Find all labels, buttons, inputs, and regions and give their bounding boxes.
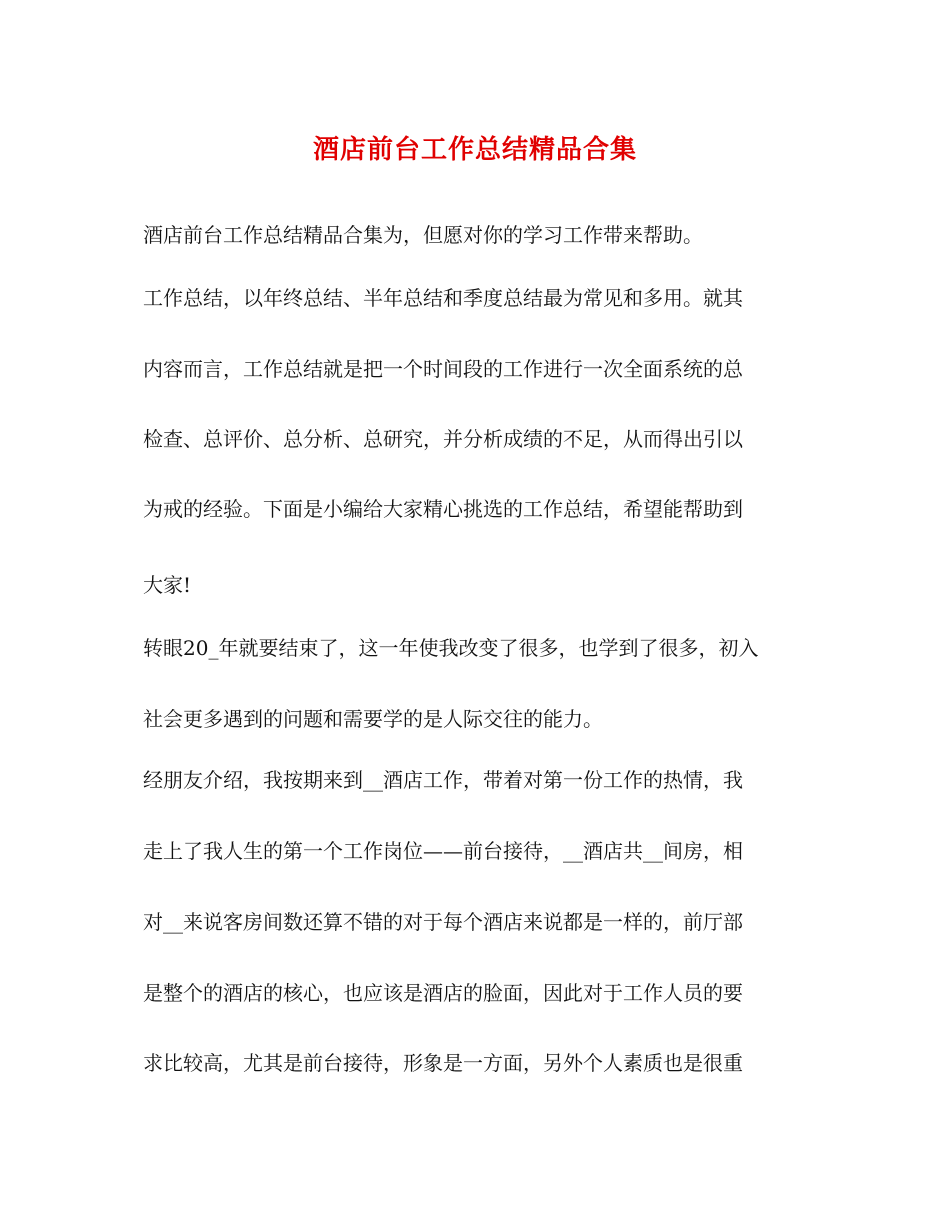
paragraph-line: 求比较高，尤其是前台接待，形象是一方面，另外个人素质也是很重 — [143, 1051, 743, 1075]
paragraph-line: 酒店前台工作总结精品合集为，但愿对你的学习工作带来帮助。 — [143, 223, 703, 247]
paragraph-line: 为戒的经验。下面是小编给大家精心挑选的工作总结，希望能帮助到 — [143, 497, 743, 521]
paragraph-line: 转眼20_年就要结束了，这一年使我改变了很多，也学到了很多，初入 — [143, 636, 759, 660]
paragraph-line: 对__来说客房间数还算不错的对于每个酒店来说都是一样的，前厅部 — [143, 910, 743, 934]
document-title: 酒店前台工作总结精品合集 — [312, 135, 637, 165]
paragraph-line: 工作总结，以年终总结、半年总结和季度总结最为常见和多用。就其 — [143, 286, 743, 310]
paragraph-line: 内容而言，工作总结就是把一个时间段的工作进行一次全面系统的总 — [143, 357, 743, 381]
paragraph-line: 走上了我人生的第一个工作岗位——前台接待，__酒店共__间房，相 — [143, 839, 743, 863]
paragraph-line: 社会更多遇到的问题和需要学的是人际交往的能力。 — [143, 707, 603, 731]
paragraph-line: 检查、总评价、总分析、总研究，并分析成绩的不足，从而得出引以 — [143, 427, 743, 451]
paragraph-line: 经朋友介绍，我按期来到__酒店工作，带着对第一份工作的热情，我 — [143, 768, 743, 792]
paragraph-line: 大家! — [143, 573, 192, 597]
paragraph-line: 是整个的酒店的核心，也应该是酒店的脸面，因此对于工作人员的要 — [143, 981, 743, 1005]
